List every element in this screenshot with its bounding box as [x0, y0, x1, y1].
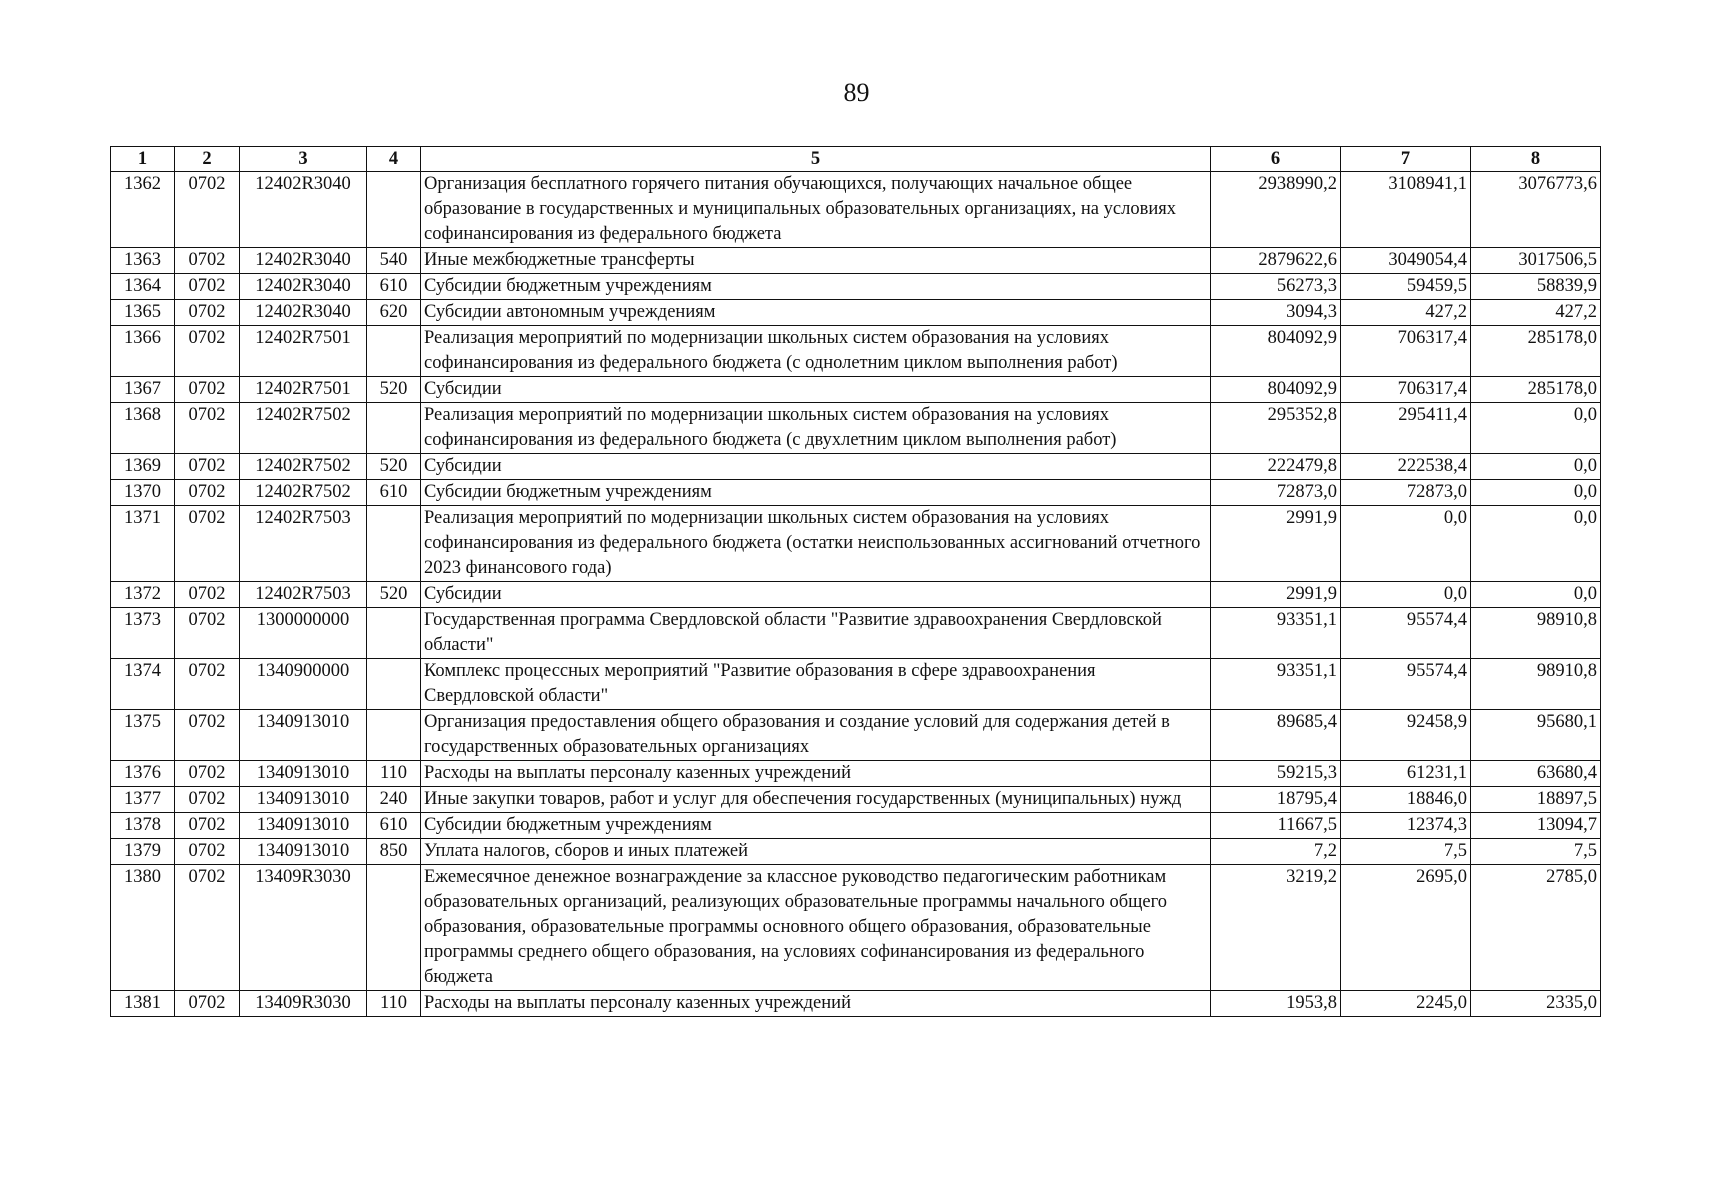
amount-year-2: 706317,4: [1341, 377, 1471, 403]
row-description: Иные межбюджетные трансферты: [421, 248, 1211, 274]
amount-year-1: 3094,3: [1211, 300, 1341, 326]
section-code: 0702: [175, 839, 240, 865]
section-code: 0702: [175, 813, 240, 839]
table-row: [111, 813, 1601, 839]
expense-kind-code: [367, 659, 421, 710]
table-row: [111, 506, 1601, 582]
row-description: Субсидии: [421, 454, 1211, 480]
row-description: Государственная программа Свердловской области "Развитие здравоохранения Свердловской области": [421, 608, 1211, 659]
row-description: Субсидии автономным учреждениям: [421, 300, 1211, 326]
amount-year-3: 13094,7: [1471, 813, 1601, 839]
amount-year-3: 58839,9: [1471, 274, 1601, 300]
amount-year-3: 98910,8: [1471, 608, 1601, 659]
target-article-code: 1340913010: [240, 813, 367, 839]
row-number: 1365: [111, 300, 175, 326]
table-row: [111, 761, 1601, 787]
expense-kind-code: 610: [367, 813, 421, 839]
amount-year-1: 2938990,2: [1211, 172, 1341, 248]
table-row: [111, 710, 1601, 761]
row-number: 1371: [111, 506, 175, 582]
amount-year-2: 95574,4: [1341, 608, 1471, 659]
row-description: Ежемесячное денежное вознаграждение за классное руководство педагогическим работникам образовательных организаций, реализующих образовательные программы начального общего образования, образовательные программы основного общего образования, образовательные программы среднего общего образования, на условиях софинансирования из федерального бюджета: [421, 865, 1211, 991]
row-number: 1373: [111, 608, 175, 659]
amount-year-2: 7,5: [1341, 839, 1471, 865]
row-description: Реализация мероприятий по модернизации школьных систем образования на условиях софинансирования из федерального бюджета (с двухлетним циклом выполнения работ): [421, 403, 1211, 454]
expense-kind-code: 520: [367, 454, 421, 480]
amount-year-3: 98910,8: [1471, 659, 1601, 710]
table-row: [111, 326, 1601, 377]
target-article-code: 12402R7502: [240, 403, 367, 454]
expense-kind-code: [367, 403, 421, 454]
amount-year-1: 89685,4: [1211, 710, 1341, 761]
expense-kind-code: [367, 172, 421, 248]
row-description: Уплата налогов, сборов и иных платежей: [421, 839, 1211, 865]
table-row: [111, 300, 1601, 326]
expense-kind-code: 610: [367, 480, 421, 506]
amount-year-1: 804092,9: [1211, 377, 1341, 403]
table-row: [111, 454, 1601, 480]
table-row: [111, 248, 1601, 274]
expense-kind-code: [367, 326, 421, 377]
row-number: 1381: [111, 991, 175, 1017]
amount-year-1: 11667,5: [1211, 813, 1341, 839]
amount-year-1: 3219,2: [1211, 865, 1341, 991]
row-number: 1372: [111, 582, 175, 608]
table-row: [111, 659, 1601, 710]
expense-kind-code: 850: [367, 839, 421, 865]
amount-year-3: 285178,0: [1471, 326, 1601, 377]
header-col-4: 4: [367, 147, 421, 172]
amount-year-1: 93351,1: [1211, 608, 1341, 659]
amount-year-3: 7,5: [1471, 839, 1601, 865]
row-description: Расходы на выплаты персоналу казенных учреждений: [421, 991, 1211, 1017]
expense-kind-code: 110: [367, 761, 421, 787]
section-code: 0702: [175, 326, 240, 377]
table-row: [111, 991, 1601, 1017]
table-row: [111, 787, 1601, 813]
row-description: Организация бесплатного горячего питания обучающихся, получающих начальное общее образование в государственных и муниципальных образовательных организациях, на условиях софинансирования из федерального бюджета: [421, 172, 1211, 248]
amount-year-2: 95574,4: [1341, 659, 1471, 710]
row-description: Организация предоставления общего образования и создание условий для содержания детей в государственных образовательных организациях: [421, 710, 1211, 761]
header-col-7: 7: [1341, 147, 1471, 172]
section-code: 0702: [175, 403, 240, 454]
amount-year-3: 18897,5: [1471, 787, 1601, 813]
amount-year-1: 7,2: [1211, 839, 1341, 865]
amount-year-2: 18846,0: [1341, 787, 1471, 813]
section-code: 0702: [175, 865, 240, 991]
amount-year-1: 93351,1: [1211, 659, 1341, 710]
row-number: 1374: [111, 659, 175, 710]
table-row: [111, 865, 1601, 991]
expense-kind-code: 540: [367, 248, 421, 274]
row-description: Иные закупки товаров, работ и услуг для обеспечения государственных (муниципальных) нужд: [421, 787, 1211, 813]
row-description: Субсидии: [421, 582, 1211, 608]
section-code: 0702: [175, 454, 240, 480]
amount-year-3: 2335,0: [1471, 991, 1601, 1017]
amount-year-2: 61231,1: [1341, 761, 1471, 787]
amount-year-3: 0,0: [1471, 480, 1601, 506]
header-col-3: 3: [240, 147, 367, 172]
amount-year-1: 2879622,6: [1211, 248, 1341, 274]
section-code: 0702: [175, 991, 240, 1017]
row-description: Комплекс процессных мероприятий "Развитие образования в сфере здравоохранения Свердловской области": [421, 659, 1211, 710]
amount-year-2: 0,0: [1341, 582, 1471, 608]
amount-year-2: 59459,5: [1341, 274, 1471, 300]
amount-year-3: 3017506,5: [1471, 248, 1601, 274]
amount-year-1: 295352,8: [1211, 403, 1341, 454]
table-row: [111, 582, 1601, 608]
amount-year-3: 0,0: [1471, 582, 1601, 608]
expense-kind-code: 520: [367, 582, 421, 608]
section-code: 0702: [175, 377, 240, 403]
target-article-code: 12402R7502: [240, 454, 367, 480]
amount-year-2: 3108941,1: [1341, 172, 1471, 248]
amount-year-3: 0,0: [1471, 506, 1601, 582]
amount-year-2: 72873,0: [1341, 480, 1471, 506]
row-description: Реализация мероприятий по модернизации школьных систем образования на условиях софинансирования из федерального бюджета (с однолетним циклом выполнения работ): [421, 326, 1211, 377]
page-number: 89: [843, 78, 870, 107]
row-description: Субсидии бюджетным учреждениям: [421, 274, 1211, 300]
row-number: 1378: [111, 813, 175, 839]
target-article-code: 1340913010: [240, 710, 367, 761]
target-article-code: 1340913010: [240, 787, 367, 813]
section-code: 0702: [175, 248, 240, 274]
row-number: 1369: [111, 454, 175, 480]
target-article-code: 1300000000: [240, 608, 367, 659]
row-number: 1367: [111, 377, 175, 403]
expense-kind-code: [367, 710, 421, 761]
amount-year-1: 1953,8: [1211, 991, 1341, 1017]
section-code: 0702: [175, 608, 240, 659]
target-article-code: 1340913010: [240, 839, 367, 865]
row-number: 1362: [111, 172, 175, 248]
expense-kind-code: [367, 608, 421, 659]
target-article-code: 1340913010: [240, 761, 367, 787]
header-col-6: 6: [1211, 147, 1341, 172]
section-code: 0702: [175, 300, 240, 326]
amount-year-1: 56273,3: [1211, 274, 1341, 300]
table-row: [111, 839, 1601, 865]
expense-kind-code: [367, 865, 421, 991]
section-code: 0702: [175, 787, 240, 813]
amount-year-1: 2991,9: [1211, 582, 1341, 608]
expense-kind-code: 240: [367, 787, 421, 813]
amount-year-1: 804092,9: [1211, 326, 1341, 377]
budget-table: [110, 146, 1601, 1017]
row-number: 1376: [111, 761, 175, 787]
row-description: Субсидии бюджетным учреждениям: [421, 480, 1211, 506]
row-number: 1368: [111, 403, 175, 454]
amount-year-1: 18795,4: [1211, 787, 1341, 813]
header-col-2: 2: [175, 147, 240, 172]
row-number: 1377: [111, 787, 175, 813]
header-col-5: 5: [421, 147, 1211, 172]
amount-year-3: 63680,4: [1471, 761, 1601, 787]
section-code: 0702: [175, 480, 240, 506]
row-description: Субсидии: [421, 377, 1211, 403]
amount-year-2: 706317,4: [1341, 326, 1471, 377]
section-code: 0702: [175, 274, 240, 300]
amount-year-2: 12374,3: [1341, 813, 1471, 839]
amount-year-2: 3049054,4: [1341, 248, 1471, 274]
target-article-code: 12402R7503: [240, 582, 367, 608]
target-article-code: 12402R7503: [240, 506, 367, 582]
table-row: [111, 403, 1601, 454]
target-article-code: 12402R7501: [240, 377, 367, 403]
row-number: 1363: [111, 248, 175, 274]
amount-year-1: 72873,0: [1211, 480, 1341, 506]
row-number: 1380: [111, 865, 175, 991]
amount-year-2: 0,0: [1341, 506, 1471, 582]
amount-year-2: 222538,4: [1341, 454, 1471, 480]
target-article-code: 13409R3030: [240, 991, 367, 1017]
section-code: 0702: [175, 659, 240, 710]
target-article-code: 12402R3040: [240, 274, 367, 300]
row-number: 1366: [111, 326, 175, 377]
amount-year-2: 2245,0: [1341, 991, 1471, 1017]
expense-kind-code: 620: [367, 300, 421, 326]
amount-year-2: 295411,4: [1341, 403, 1471, 454]
expense-kind-code: 610: [367, 274, 421, 300]
amount-year-1: 59215,3: [1211, 761, 1341, 787]
target-article-code: 12402R3040: [240, 172, 367, 248]
section-code: 0702: [175, 506, 240, 582]
amount-year-3: 285178,0: [1471, 377, 1601, 403]
amount-year-3: 0,0: [1471, 454, 1601, 480]
amount-year-2: 92458,9: [1341, 710, 1471, 761]
expense-kind-code: [367, 506, 421, 582]
target-article-code: 1340900000: [240, 659, 367, 710]
table-row: [111, 377, 1601, 403]
table-row: [111, 172, 1601, 248]
expense-kind-code: 110: [367, 991, 421, 1017]
amount-year-1: 2991,9: [1211, 506, 1341, 582]
expense-kind-code: 520: [367, 377, 421, 403]
amount-year-3: 427,2: [1471, 300, 1601, 326]
target-article-code: 12402R7502: [240, 480, 367, 506]
table-row: [111, 274, 1601, 300]
table-row: [111, 480, 1601, 506]
row-description: Реализация мероприятий по модернизации школьных систем образования на условиях софинансирования из федерального бюджета (остатки неиспользованных ассигнований отчетного 2023 финансового года): [421, 506, 1211, 582]
header-col-8: 8: [1471, 147, 1601, 172]
section-code: 0702: [175, 582, 240, 608]
table-body: [111, 172, 1601, 1017]
row-number: 1379: [111, 839, 175, 865]
section-code: 0702: [175, 172, 240, 248]
amount-year-2: 2695,0: [1341, 865, 1471, 991]
row-number: 1375: [111, 710, 175, 761]
amount-year-3: 95680,1: [1471, 710, 1601, 761]
header-col-1: 1: [111, 147, 175, 172]
section-code: 0702: [175, 761, 240, 787]
table-header-row: [111, 147, 1601, 172]
target-article-code: 12402R3040: [240, 248, 367, 274]
row-number: 1370: [111, 480, 175, 506]
row-description: Расходы на выплаты персоналу казенных учреждений: [421, 761, 1211, 787]
target-article-code: 12402R7501: [240, 326, 367, 377]
row-description: Субсидии бюджетным учреждениям: [421, 813, 1211, 839]
row-number: 1364: [111, 274, 175, 300]
amount-year-3: 2785,0: [1471, 865, 1601, 991]
amount-year-3: 3076773,6: [1471, 172, 1601, 248]
target-article-code: 12402R3040: [240, 300, 367, 326]
target-article-code: 13409R3030: [240, 865, 367, 991]
amount-year-3: 0,0: [1471, 403, 1601, 454]
table-row: [111, 608, 1601, 659]
amount-year-2: 427,2: [1341, 300, 1471, 326]
amount-year-1: 222479,8: [1211, 454, 1341, 480]
section-code: 0702: [175, 710, 240, 761]
